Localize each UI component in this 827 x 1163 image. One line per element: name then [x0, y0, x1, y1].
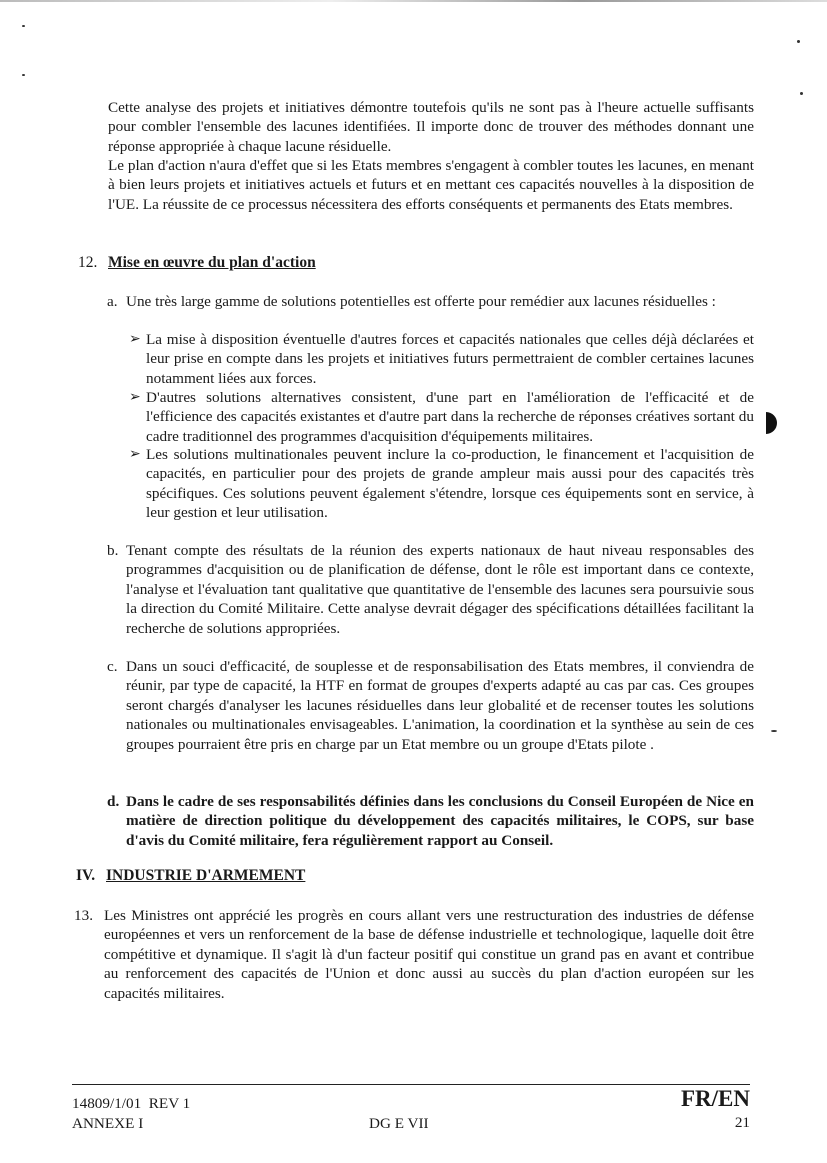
- item-label: a.: [107, 293, 118, 310]
- list-item-d: [107, 792, 754, 850]
- item-label: c.: [107, 658, 118, 675]
- section-number: 12.: [78, 254, 98, 271]
- footer-annex: ANNEXE I: [72, 1115, 144, 1132]
- paragraph-text: Les Ministres ont apprécié les progrès en cours allant vers une restructuration des industries de défense européennes et vers un renforcement de la base de défense industrielle et technologique, laquelle doit être compétitive et dynamique. Il s'agit là d'un facteur positif qui constitue un grand pas en avant et contribue au renforcement des capacités de l'Union et donc aussi au succès du plan d'action européen sur les capacités militaires.: [104, 907, 754, 1002]
- bullet-text: Les solutions multinationales peuvent inclure la co-production, le financement et l'acquisition de capacités, en particulier pour des projets de grande ampleur mais aussi pour des capacités très spécifiques. Ces solutions peuvent également s'étendre, lorsque ces équipements sont en service, à leur gestion et leur utilisation.: [146, 446, 754, 522]
- section-13-paragraph: [74, 906, 754, 1003]
- footer-doc-ref: 14809/1/01 REV 1: [72, 1095, 191, 1112]
- scan-blot: [766, 412, 777, 434]
- section-number: 13.: [74, 907, 93, 924]
- section-12-heading: [78, 253, 316, 273]
- item-label: d.: [107, 793, 120, 810]
- scan-edge: [0, 0, 827, 2]
- item-text: Dans un souci d'efficacité, de souplesse et de responsabilisation des Etats membres, il conviendra de réunir, par type de capacité, la HTF en format de groupes d'experts adapté au cas par cas. Ces groupes seront chargés d'analyser les lacunes résiduelles dans leur globalité et de recenser toutes les solutions nationales ou multinationales envisageables. L'animation, la coordination et la synthèse au sein de ces groupes pourraient être pris en charge par un Etat membre ou un groupe d'Etats pilote .: [126, 658, 754, 753]
- scan-speck: [22, 25, 25, 27]
- footer-dg: DG E VII: [369, 1115, 429, 1132]
- item-text: Dans le cadre de ses responsabilités définies dans les conclusions du Conseil Européen de Nice en matière de direction politique du développement des capacités militaires, le COPS, sur base d'avis du Comité militaire, fera régulièrement rapport au Conseil.: [126, 793, 754, 849]
- intro-paragraph-1: Cette analyse des projets et initiatives démontre toutefois qu'ils ne sont pas à l'heure actuelle suffisants pour combler l'ensemble des lacunes identifiées. Il importe donc de trouver des méthodes donnant une réponse appropriée à chaque lacune résiduelle.: [108, 99, 754, 155]
- section-title: Mise en œuvre du plan d'action: [108, 254, 316, 271]
- arrowhead-bullet-icon: ➢: [129, 447, 141, 462]
- scan-speck: [797, 40, 800, 43]
- bullet-item-2: [129, 388, 754, 446]
- scan-speck: [22, 74, 25, 76]
- bullet-item-3: [129, 445, 754, 523]
- bullet-item-1: [129, 330, 754, 388]
- section-title: INDUSTRIE D'ARMEMENT: [106, 867, 306, 884]
- scan-speck: [771, 730, 777, 732]
- item-text: Tenant compte des résultats de la réunion des experts nationaux de haut niveau responsables des programmes d'acquisition ou de planification de défense, dont le rôle est important dans ce contexte, l'analyse et l'évaluation tant qualitative que quantitative de l'ensemble des lacunes sera poursuivie sous la direction du Comité Militaire. Cette analyse devrait dégager des spécifications détaillées facilitant la recherche de solutions appropriées.: [126, 542, 754, 637]
- footer-page-number: 21: [734, 1114, 750, 1131]
- footer-divider: [72, 1084, 750, 1085]
- section-number: IV.: [76, 867, 96, 884]
- arrowhead-bullet-icon: ➢: [129, 390, 141, 405]
- list-item-b: [107, 541, 754, 638]
- intro-paragraph-2: Le plan d'action n'aura d'effet que si les Etats membres s'engagent à combler toutes les lacunes, en menant à bien leurs projets et initiatives actuels et futurs et en mettant ces capacités nouvelles à la disposition de l'UE. La réussite de ce processus nécessitera des efforts conséquents et permanents des Etats membres.: [108, 157, 754, 213]
- list-item-a: [107, 292, 754, 311]
- item-label: b.: [107, 542, 119, 559]
- bullet-text: La mise à disposition éventuelle d'autres forces et capacités nationales que celles déjà déclarées et leur prise en compte dans les projets et initiatives futurs permettraient de combler certaines lacunes notamment liées aux forces.: [146, 331, 754, 387]
- list-item-c: [107, 657, 754, 754]
- scan-speck: [800, 92, 803, 95]
- section-IV-heading: [76, 866, 305, 886]
- item-text: Une très large gamme de solutions potentielles est offerte pour remédier aux lacunes résiduelles :: [126, 293, 716, 310]
- footer-languages: FR/EN: [681, 1086, 750, 1111]
- bullet-text: D'autres solutions alternatives consistent, d'une part en l'amélioration de l'efficacité et de l'efficience des capacités existantes et d'autre part dans la recherche de réponses créatives sortant du cadre traditionnel des programmes d'acquisition d'équipements militaires.: [146, 389, 754, 445]
- arrowhead-bullet-icon: ➢: [129, 332, 141, 347]
